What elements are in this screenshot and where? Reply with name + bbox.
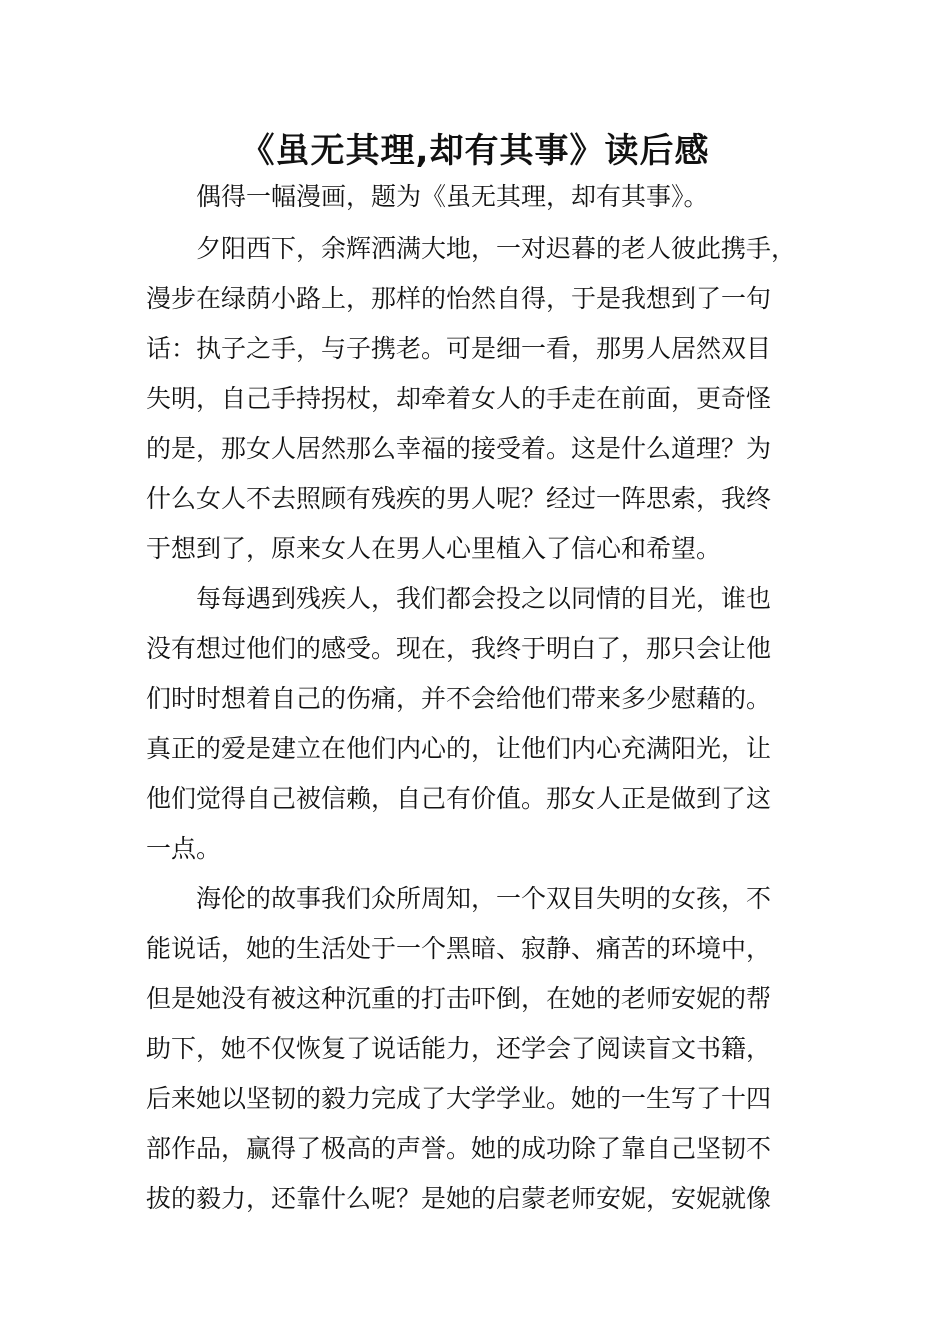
paragraph-4-line-4: 助下，她不仅恢复了说话能力，还学会了阅读盲文书籍，: [146, 1034, 772, 1063]
paragraph-4-line-3: 但是她没有被这种沉重的打击吓倒，在她的老师安妮的帮: [146, 984, 772, 1013]
paragraph-4-line-1: 海伦的故事我们众所周知，一个双目失明的女孩，不: [196, 884, 772, 913]
paragraph-3-line-3: 们时时想着自己的伤痛，并不会给他们带来多少慰藉的。: [146, 684, 772, 713]
document-title: 《虽无其理,却有其事》读后感: [240, 131, 710, 171]
paragraph-3-line-5: 他们觉得自己被信赖，自己有价值。那女人正是做到了这: [146, 784, 772, 813]
paragraph-4-line-6: 部作品，赢得了极高的声誉。她的成功除了靠自己坚韧不: [146, 1134, 772, 1163]
paragraph-3-line-4: 真正的爱是建立在他们内心的，让他们内心充满阳光，让: [146, 734, 772, 763]
paragraph-4-line-2: 能说话，她的生活处于一个黑暗、寂静、痛苦的环境中，: [146, 934, 772, 963]
paragraph-2-line-7: 于想到了，原来女人在男人心里植入了信心和希望。: [146, 534, 722, 563]
paragraph-2-line-5: 的是，那女人居然那么幸福的接受着。这是什么道理？为: [146, 434, 772, 463]
paragraph-2-line-6: 什么女人不去照顾有残疾的男人呢？经过一阵思索，我终: [146, 484, 772, 513]
paragraph-2-line-1: 夕阳西下，余辉洒满大地，一对迟暮的老人彼此携手，: [196, 234, 797, 263]
paragraph-2-line-4: 失明，自己手持拐杖，却牵着女人的手走在前面，更奇怪: [146, 384, 772, 413]
paragraph-3-line-1: 每每遇到残疾人，我们都会投之以同情的目光，谁也: [196, 584, 772, 613]
paragraph-3-line-6: 一点。: [146, 834, 222, 863]
paragraph-4-line-7: 拔的毅力，还靠什么呢？是她的启蒙老师安妮，安妮就像: [146, 1184, 772, 1213]
paragraph-4-line-5: 后来她以坚韧的毅力完成了大学学业。她的一生写了十四: [146, 1084, 772, 1113]
paragraph-3-line-2: 没有想过他们的感受。现在，我终于明白了，那只会让他: [146, 634, 772, 663]
paragraph-2-line-2: 漫步在绿荫小路上，那样的怡然自得，于是我想到了一句: [146, 284, 772, 313]
paragraph-1-line-1: 偶得一幅漫画，题为《虽无其理，却有其事》。: [196, 182, 709, 211]
paragraph-2-line-3: 话：执子之手，与子携老。可是细一看，那男人居然双目: [146, 334, 772, 363]
